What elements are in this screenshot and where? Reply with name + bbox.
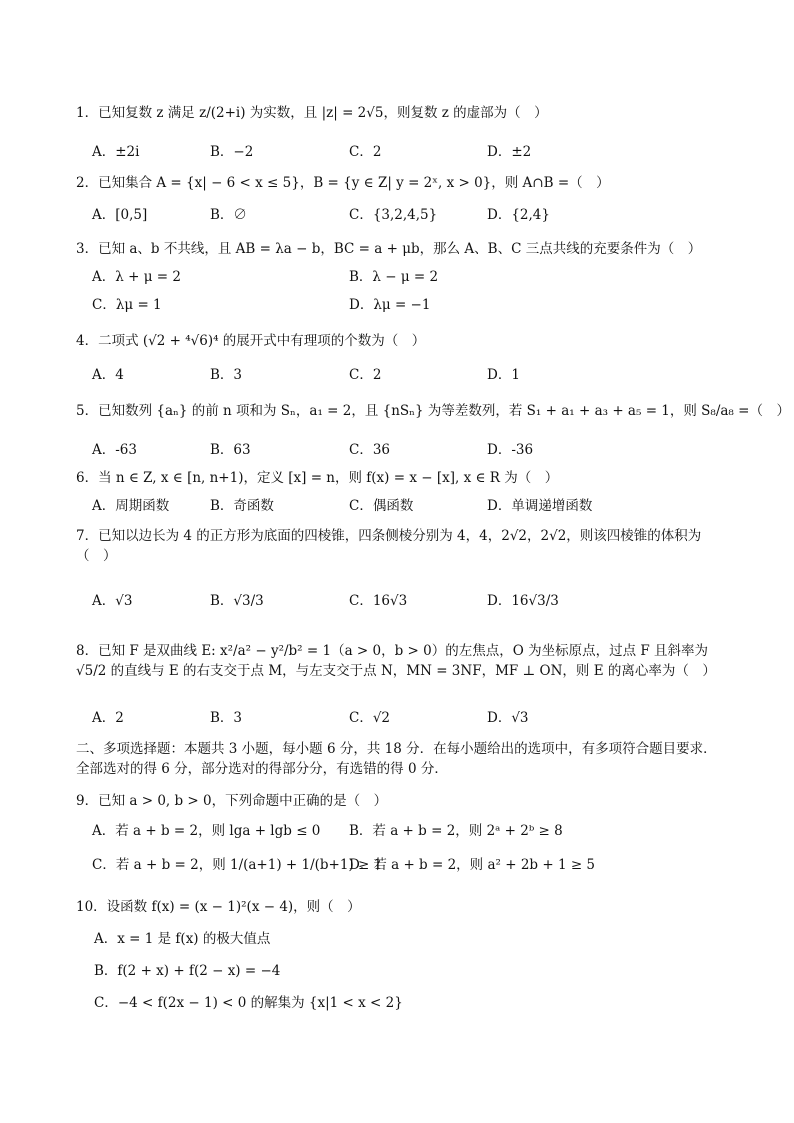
question-3: 3．已知 a、b 不共线，且 AB = λa − b，BC = a + μb，那么 A、B、C 三点共线的充要条件为（ ） [76, 241, 702, 257]
q2-option-b: B．∅ [210, 207, 247, 223]
q5-option-c: C．36 [349, 442, 391, 458]
question-7: 7．已知以边长为 4 的正方形为底面的四棱锥，四条侧棱分别为 4，4，2√2，2√2，则该四棱锥的体积为（ ） [76, 528, 702, 564]
question-10: 10．设函数 f(x) = (x − 1)²(x − 4)，则（ ） [76, 899, 361, 915]
q5-option-d: D．-36 [487, 442, 534, 458]
q7-option-b: B．√3/3 [210, 593, 264, 609]
q6-option-b: B．奇函数 [210, 498, 274, 514]
q4-option-d: D．1 [487, 367, 520, 383]
q2-option-c: C．{3,2,4,5} [349, 207, 438, 223]
q7-option-d: D．16√3/3 [487, 593, 559, 609]
q9-option-b: B．若 a + b = 2，则 2ᵃ + 2ᵇ ≥ 8 [349, 823, 563, 839]
q5-option-b: B．63 [210, 442, 251, 458]
q10-option-b: B．f(2 + x) + f(2 − x) = −4 [94, 963, 281, 979]
q9-option-a: A．若 a + b = 2，则 lga + lgb ≤ 0 [92, 823, 321, 839]
question-1: 1．已知复数 z 满足 z/(2+i) 为实数，且 |z| = 2√5，则复数 z 的虚部为（ ） [76, 105, 548, 121]
q2-option-d: D．{2,4} [487, 207, 550, 223]
q8-option-c: C．√2 [349, 710, 391, 726]
q8-option-a: A．2 [92, 710, 124, 726]
q1-option-d: D．±2 [487, 144, 532, 160]
q7-option-c: C．16√3 [349, 593, 408, 609]
q4-option-c: C．2 [349, 367, 382, 383]
q3-option-d: D．λμ = −1 [349, 297, 431, 313]
q1-option-b: B．−2 [210, 144, 254, 160]
q8-option-b: B．3 [210, 710, 243, 726]
q6-option-d: D．单调递增函数 [487, 498, 593, 514]
q4-option-b: B．3 [210, 367, 243, 383]
q3-option-c: C．λμ = 1 [92, 297, 162, 313]
q10-option-a: A．x = 1 是 f(x) 的极大值点 [94, 931, 271, 947]
q3-option-a: A．λ + μ = 2 [92, 269, 181, 285]
q6-option-a: A．周期函数 [92, 498, 170, 514]
section-2-heading: 二、多项选择题：本题共 3 小题，每小题 6 分，共 18 分．在每小题给出的选项中，有多项符合题目要求．全部选对的得 6 分，部分选对的得部分分，有选错的得 0 分． [76, 741, 717, 777]
question-4: 4．二项式 (√2 + ⁴√6)⁴ 的展开式中有理项的个数为（ ） [76, 333, 426, 349]
q5-option-a: A．-63 [92, 442, 137, 458]
question-8: 8．已知 F 是双曲线 E: x²/a² − y²/b² = 1（a > 0，b > 0）的左焦点，O 为坐标原点，过点 F 且斜率为 √5/2 的直线与 E 的右支交于点 M，与左支交于点 N，MN = 3NF，MF ⊥ ON，则 E 的离心率为（ ） [76, 643, 716, 679]
question-6: 6．当 n ∈ Z, x ∈ [n, n+1)，定义 [x] = n，则 f(x) = x − [x], x ∈ R 为（ ） [76, 470, 559, 486]
q1-option-c: C．2 [349, 144, 382, 160]
q9-option-d: D．若 a + b = 2，则 a² + 2b + 1 ≥ 5 [349, 857, 596, 873]
q7-option-a: A．√3 [92, 593, 133, 609]
q1-option-a: A．±2i [92, 144, 140, 160]
q6-option-c: C．偶函数 [349, 498, 414, 514]
q9-option-c: C．若 a + b = 2，则 1/(a+1) + 1/(b+1) ≥ 1 [92, 857, 383, 873]
question-5: 5．已知数列 {aₙ} 的前 n 项和为 Sₙ，a₁ = 2，且 {nSₙ} 为等差数列，若 S₁ + a₁ + a₃ + a₅ = 1，则 S₈/a₈ =（ ） [76, 403, 790, 419]
q2-option-a: A．[0,5] [92, 207, 148, 223]
question-2: 2．已知集合 A = {x| − 6 < x ≤ 5}，B = {y ∈ Z| y = 2ˣ, x > 0}，则 A∩B =（ ） [76, 175, 610, 191]
question-9: 9．已知 a > 0, b > 0，下列命题中正确的是（ ） [76, 793, 388, 809]
q3-option-b: B．λ − μ = 2 [349, 269, 439, 285]
q10-option-c: C．−4 < f(2x − 1) < 0 的解集为 {x|1 < x < 2} [94, 995, 403, 1011]
q4-option-a: A．4 [92, 367, 124, 383]
q8-option-d: D．√3 [487, 710, 529, 726]
